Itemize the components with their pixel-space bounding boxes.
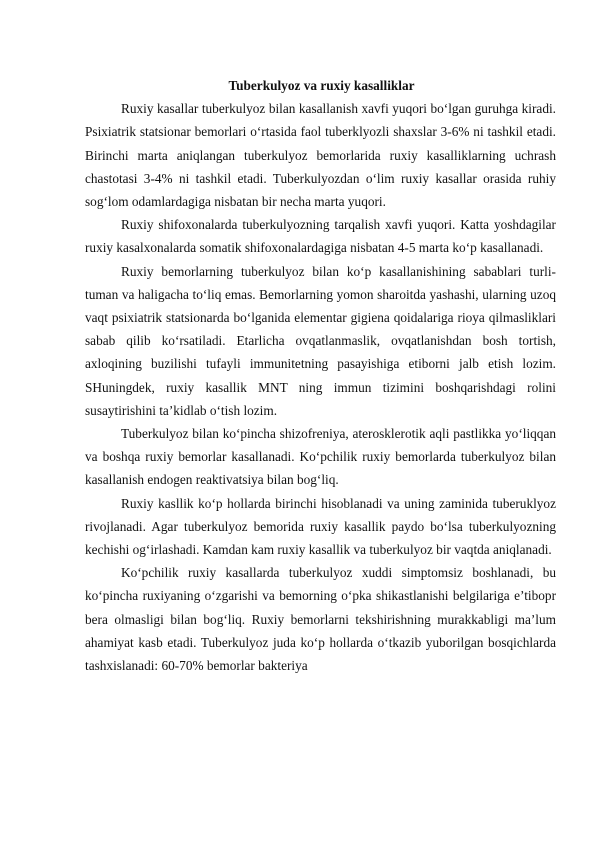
paragraph-3: Ruxiy bemorlarning tuberkulyoz bilan ko‘p kasallanishining sabablari turli-tuman va haligacha to‘liq emas. Bemorlarning yomon sharoitda yashashi, ularning uzoq vaqt psixiatrik statsionarda bo‘lganida elementar gigiena qoidalariga rioya qilmasliklari sabab qilib ko‘rsatiladi. Etarlicha ovqatlanmaslik, ovqatlanishdan bosh tortish, axloqining buzilishi tufayli immunitetning pasayishiga etiborni jalb etish lozim. SHuningdek, ruxiy kasallik MNT ning immun tizimini boshqarishdagi rolini susaytirishini ta’kidlab o‘tish lozim. [85,263,556,418]
paragraph-2: Ruxiy shifoxonalarda tuberkulyozning tarqalish xavfi yuqori. Katta yoshdagilar ruxiy kasalxonalarda somatik shifoxonalardagiga nisbatan 4-5 marta ko‘p kasallanadi. [85,217,556,256]
paragraph-4: Tuberkulyoz bilan ko‘pincha shizofreniya, aterosklerotik aqli pastlikka yo‘liqqan va boshqa ruxiy bemorlar kasallanadi. Ko‘pchilik ruxiy bemorlarda tuberkulyoz bilan kasallanish endogen reaktivatsiya bilan bog‘liq. [85,426,556,488]
document-page [85,74,556,677]
document-title: Tuberkulyoz va ruxiy kasalliklar [228,78,415,93]
paragraph-6: Ko‘pchilik ruxiy kasallarda tuberkulyoz xuddi simptomsiz boshlanadi, bu ko‘pincha ruxiyaning o‘zgarishi va bemorning o‘pka shikastlanishi belgilariga e’tibopr bera olmasligi bilan bog‘liq. Ruxiy bemorlarni tekshirishning murakkabligi ma’lum ahamiyat kasb etadi. Tuberkulyoz juda ko‘p hollarda o‘tkazib yuborilgan bosqichlarda tashxislanadi: 60-70% bemorlar bakteriya [85,565,556,674]
paragraph-5: Ruxiy kasllik ko‘p hollarda birinchi hisoblanadi va uning zaminida tuberuklyoz rivojlanadi. Agar tuberkulyoz bemorida ruxiy kasallik paydo bo‘lsa tuberkulyozning kechishi og‘irlashadi. Kamdan kam ruxiy kasallik va tuberkulyoz bir vaqtda aniqlanadi. [85,495,556,558]
paragraph-1: Ruxiy kasallar tuberkulyoz bilan kasallanish xavfi yuqori bo‘lgan guruhga kiradi. Psixiatrik statsionar bemorlari o‘rtasida faol tuberklyozli shaxslar 3-6% ni tashkil etadi. Birinchi marta aniqlangan tuberkulyoz bemorlarida ruxiy kasalliklarning uchrash chastotasi 3-4% ni tashkil etadi. Tuberkulyozdan o‘lim ruxiy kasallar orasida ruhiy sog‘lom odamlardagiga nisbatan bir necha marta yuqori. [85,101,556,210]
